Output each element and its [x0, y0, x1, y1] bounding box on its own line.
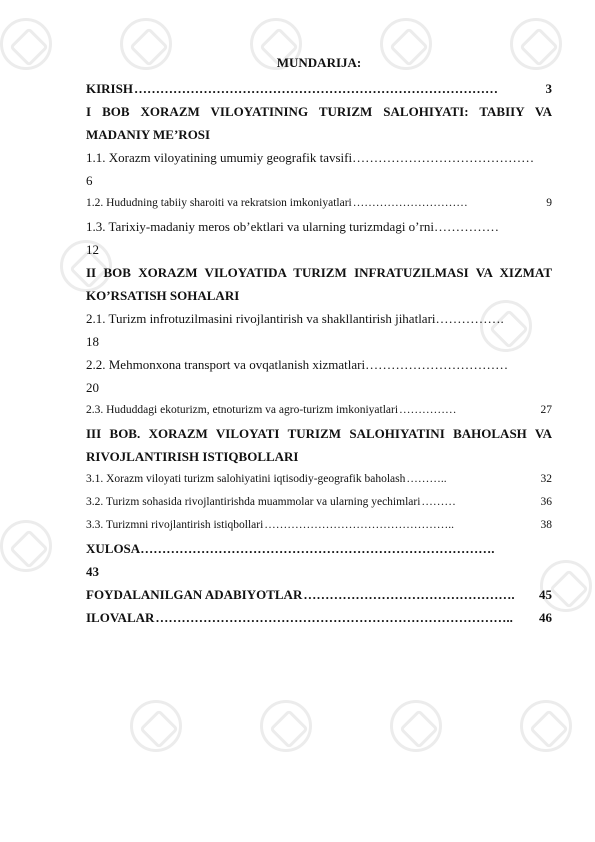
table-of-contents — [86, 55, 552, 629]
toc-entry-label: KIRISH — [86, 81, 133, 96]
toc-entry-label: 2.3. Hududdagi ekoturizm, etnoturizm va agro-turizm imkoniyatlari — [86, 404, 399, 416]
toc-entry-label: ILOVALAR — [86, 610, 155, 625]
toc-page-number: 38 — [540, 519, 552, 531]
toc-chapter-3[interactable]: III BOB. XORAZM VILOYATI TURIZM SALOHIYATINI BAHOLASH VA RIVOJLANTIRISH ISTIQBOLLARI — [86, 426, 552, 464]
watermark-logo-icon — [0, 18, 52, 70]
toc-entry-label: 3.2. Turizm sohasida rivojlantirishda muammolar va ularning yechimlari — [86, 496, 421, 508]
toc-page-number: 36 — [540, 496, 552, 508]
toc-leader-dots: …………………………… — [365, 357, 509, 372]
watermark-logo-icon — [260, 700, 312, 752]
toc-leader-dots: ………………………………………………………………………. — [140, 541, 495, 556]
toc-entry-3-2[interactable] — [86, 491, 552, 514]
toc-entry-1-2[interactable] — [86, 192, 552, 215]
toc-leader-dots: ……… — [421, 496, 456, 508]
watermark-logo-icon — [520, 700, 572, 752]
toc-title: MUNDARIJA: — [276, 55, 362, 70]
toc-leader-dots: …………… — [399, 404, 457, 416]
toc-leader-dots: ………………………………………………………………………… — [133, 81, 498, 96]
toc-page-number: 46 — [539, 610, 552, 625]
toc-chapter-1[interactable]: I BOB XORAZM VILOYATINING TURIZM SALOHIYATI: TABIIY VA MADANIY ME’ROSI — [86, 104, 552, 142]
toc-leader-dots: ……….. — [406, 473, 447, 485]
toc-entry-label: 1.3. Tarixiy-madaniy meros ob’ektlari va ularning turizmdagi o’rni — [86, 219, 434, 234]
toc-entry-xulosa[interactable] — [86, 537, 552, 583]
toc-entry-label: 2.2. Mehmonxona transport va ovqatlanish xizmatlari — [86, 357, 366, 372]
toc-page-number: 32 — [540, 473, 552, 485]
toc-leader-dots: …………… — [433, 219, 499, 234]
toc-entry-label: 1.2. Hududning tabiiy sharoiti va rekratsion imkoniyatlari — [86, 197, 352, 209]
toc-entry-label: 3.1. Xorazm viloyati turizm salohiyatini iqtisodiy-geografik baholash — [86, 473, 406, 485]
toc-entry-label: XULOSA — [86, 541, 141, 556]
toc-page-number: 18 — [86, 334, 99, 349]
toc-entry-label: 1.1. Xorazm viloyatining umumiy geografik tavsifi — [86, 150, 353, 165]
toc-entry-3-3[interactable] — [86, 514, 552, 537]
toc-page-number: 20 — [86, 380, 99, 395]
toc-entry-label: FOYDALANILGAN ADABIYOTLAR — [86, 587, 303, 602]
toc-page-number: 43 — [86, 564, 99, 579]
toc-entry-1-1[interactable] — [86, 146, 552, 192]
toc-chapter-2[interactable]: II BOB XORAZM VILOYATIDA TURIZM INFRATUZILMASI VA XIZMAT KO’RSATISH SOHALARI — [86, 265, 552, 303]
toc-entry-2-1[interactable] — [86, 307, 552, 353]
toc-leader-dots: ……………. — [435, 311, 504, 326]
toc-leader-dots: ………………………………………….. — [264, 519, 455, 531]
toc-entry-kirish[interactable] — [86, 77, 552, 100]
toc-page-number: 27 — [540, 404, 552, 416]
toc-page-number: 9 — [546, 197, 552, 209]
toc-entry-adabiyotlar[interactable] — [86, 583, 552, 606]
toc-entry-2-3[interactable] — [86, 399, 552, 422]
toc-leader-dots: …………………………………………. — [303, 587, 515, 602]
toc-leader-dots: ………………………… — [352, 197, 468, 209]
toc-page-number: 3 — [545, 81, 552, 96]
toc-entry-3-1[interactable] — [86, 468, 552, 491]
toc-entry-2-2[interactable] — [86, 353, 552, 399]
watermark-logo-icon — [0, 520, 52, 572]
toc-entry-1-3[interactable] — [86, 215, 552, 261]
watermark-logo-icon — [130, 700, 182, 752]
watermark-logo-icon — [390, 700, 442, 752]
toc-entry-label: 2.1. Turizm infrotuzilmasini rivojlantirish va shakllantirish jihatlari — [86, 311, 436, 326]
toc-page-number: 6 — [86, 173, 93, 188]
toc-leader-dots: ……………………………………………………………………….. — [155, 610, 513, 625]
toc-entry-label: 3.3. Turizmni rivojlantirish istiqbollari — [86, 519, 264, 531]
toc-leader-dots: …………………………………… — [352, 150, 535, 165]
toc-page-number: 45 — [539, 587, 552, 602]
toc-page-number: 12 — [86, 242, 99, 257]
toc-entry-ilovalar[interactable] — [86, 606, 552, 629]
